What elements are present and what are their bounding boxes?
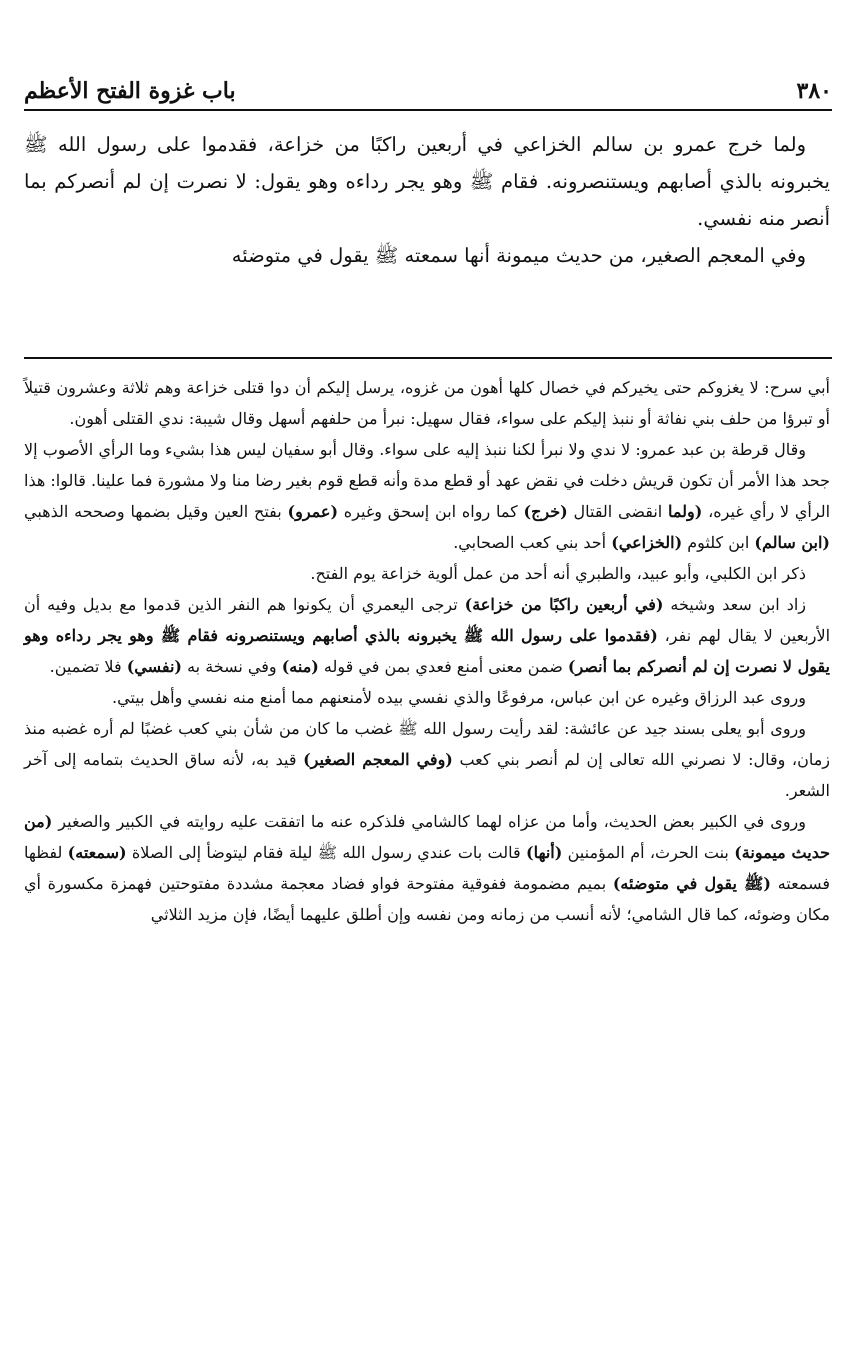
commentary-paragraph: أبي سرح: لا يغزوكم حتى يخيركم في خصال كلها أهون من غزوه، يرسل إليكم أن دوا قتلى خزاعة وهم ثلاثة وعشرون قتيلاً أو تبرؤا من حلف بني نفاثة أو ننبذ إليكم على سواء، فقال سهيل: نبرأ من حلفهم أسهل وقال شيبة: ندي القتلى أهون. [24,378,830,428]
commentary-text: بميم مضمومة ففوقية مفتوحة فواو فضاد معجمة مشددة مفتوحتين فهمزة مكسورة أي مكان وضوئه، كما قال الشامي؛ لأنه أنسب من زمانه ومن نفسه وإن أطلق عليهما أيضًا، فإن مزيد الثلاثي [24,874,830,924]
commentary-text: بفتح العين وقيل بضمها وصححه الذهبي [24,502,288,521]
commentary-paragraph: وروى عبد الرزاق وغيره عن ابن عباس، مرفوعًا والذي نفسي بيده لأمنعنهم مما أمنع منه نفسي وأهل بيتي. [111,688,806,707]
commentary [24,372,830,930]
commentary-text: زاد ابن سعد وشيخه [663,595,806,614]
quoted-text: (عمرو) [287,502,339,521]
commentary-text: لفظها فسمعته [24,843,830,893]
commentary-text: قالت بات عندي رسول الله ﷺ ليلة فقام ليتوضأ إلى الصلاة [126,843,526,862]
quoted-text: (سمعته) [67,843,127,862]
header-rule [24,109,832,111]
quoted-text: (وفي المعجم الصغير) [303,750,453,769]
commentary-text: وروى في الكبير بعض الحديث، وأما من عزاه لهما كالشامي فلذكره عنه ما اتفقت عليه روايته في الكبير والصغير [52,812,806,831]
page-number: ٣٨٠ [796,77,832,104]
separator-rule [24,357,832,359]
quoted-text: (ولما [668,502,703,521]
commentary-paragraph: ذكر ابن الكلبي، وأبو عبيد، والطبري أنه أحد من عمل ألوية خزاعة يوم الفتح. [310,564,806,583]
commentary-text: أحد بني كعب الصحابي. [453,533,612,552]
quoted-text: (أنها) [526,843,563,862]
commentary-text: كما رواه ابن إسحق وغيره [338,502,524,521]
quoted-text: (ابن سالم) [754,533,830,552]
commentary-text: ابن كلثوم [682,533,755,552]
main-paragraph: وفي المعجم الصغير، من حديث ميمونة أنها سمعته ﷺ يقول في متوضئه [231,244,806,267]
commentary-text: قيد به، لأنه ساق الحديث بتمامه إلى آخر الشعر. [24,750,830,800]
commentary-paragraph [24,713,830,806]
commentary-text: انقضى القتال [567,502,669,521]
quoted-text: (في أربعين راكبًا من خزاعة) [464,595,664,614]
main-text [24,126,830,274]
commentary-paragraph [24,589,830,682]
quoted-text: (من حديث ميمونة) [24,812,830,862]
running-head [24,60,832,104]
quoted-text: (ﷺ يقول في متوضئه) [612,874,771,893]
quoted-text: (منه) [281,657,319,676]
quoted-text: (خرج) [523,502,568,521]
quoted-text: (نفسي) [126,657,182,676]
commentary-paragraph [24,434,830,558]
commentary-text: ترجى اليعمري أن يكونوا هم النفر الذين قدموا مع بديل وفيه أن الأربعين لا يقال لهم نفر، [24,595,831,645]
commentary-paragraph [24,806,830,930]
commentary-text: بنت الحرث، أم المؤمنين [562,843,735,862]
main-paragraph: ولما خرج عمرو بن سالم الخزاعي في أربعين راكبًا من خزاعة، فقدموا على رسول الله ﷺ يخبرونه بالذي أصابهم ويستنصرونه. فقام ﷺ وهو يجر رداءه وهو يقول: لا نصرت إن لم أنصركم بما أنصر منه نفسي. [24,133,830,230]
commentary-text: ضمن معنى أمنع فعدي بمن في قوله [318,657,568,676]
commentary-text: وقال قرطة بن عبد عمرو: لا ندي ولا نبرأ لكنا ننبذ إليه على سواء. وقال أبو سفيان ليس هذا بشيء وما الرأي الأصوب إلا جحد هذا الأمر أن تكون قريش دخلت في نقض عهد أو قطع مدة وأنه قطع قوم بغير رضا منا ولا مشورة فما علينا. قالوا: هذا الرأي لا رأي غيره، [24,440,831,521]
quoted-text: (فقدموا على رسول الله ﷺ يخبرونه بالذي أصابهم ويستنصرونه فقام ﷺ وهو يجر رداءه وهو يقول لا نصرت إن لم أنصركم بما أنصر) [24,626,830,676]
quoted-text: (الخزاعي) [611,533,683,552]
commentary-text: فلا تضمين. [49,657,127,676]
commentary-text: وفي نسخة به [182,657,282,676]
commentary-text: وروى أبو يعلى بسند جيد عن عائشة: لقد رأيت رسول الله ﷺ غضب ما كان من شأن بني كعب غضبًا لم أره غضبه منذ زمان، وقال: لا نصرني الله تعالى إن لم أنصر بني كعب [24,719,830,769]
chapter-title: باب غزوة الفتح الأعظم [24,77,236,104]
